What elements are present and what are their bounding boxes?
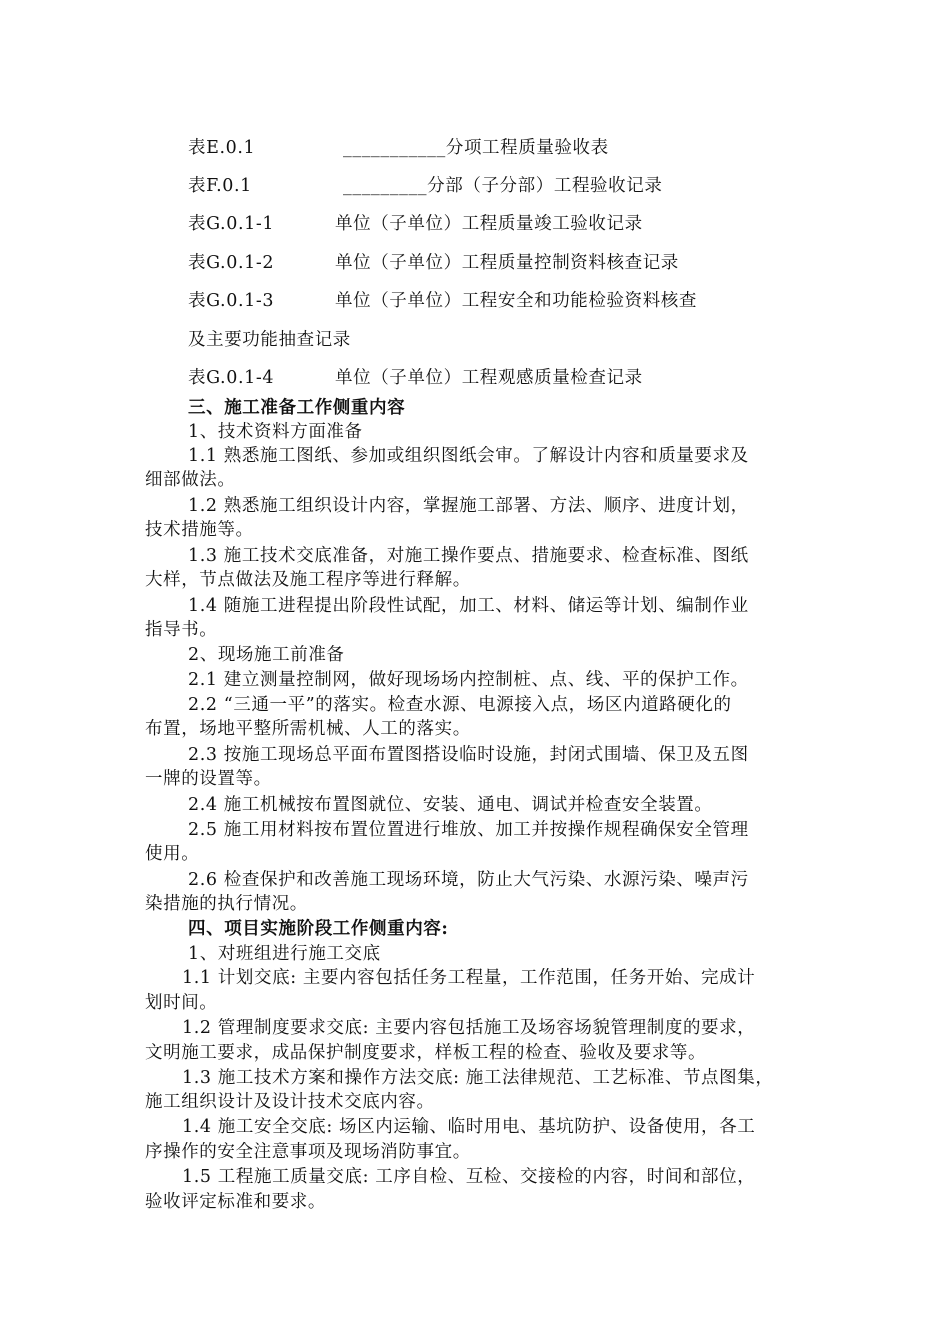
table-ref-code: 表G.0.1-1 xyxy=(188,214,275,234)
paragraph-line: 1.1 计划交底: 主要内容包括任务工程量，工作范围，任务开始、完成计 xyxy=(182,968,756,988)
paragraph-line: 一牌的设置等。 xyxy=(145,769,272,789)
table-ref-code: 表G.0.1-3 xyxy=(188,291,275,311)
paragraph-line: 验收评定标准和要求。 xyxy=(145,1192,326,1212)
paragraph-line: 1.3 施工技术交底准备，对施工操作要点、措施要求、检查标准、图纸 xyxy=(188,546,749,566)
section3-subheading-1: 1、技术资料方面准备 xyxy=(188,422,363,442)
table-ref-title: 单位（子单位）工程观感质量检查记录 xyxy=(335,368,643,388)
paragraph-line: 1.4 施工安全交底: 场区内运输、临时用电、基坑防护、设备使用，各工 xyxy=(182,1117,756,1137)
paragraph-line: 1.3 施工技术方案和操作方法交底: 施工法律规范、工艺标准、节点图集， xyxy=(182,1068,774,1088)
paragraph-line: 施工组织设计及设计技术交底内容。 xyxy=(145,1092,435,1112)
table-ref-code: 表G.0.1-4 xyxy=(188,368,275,388)
paragraph-line: 2.1 建立测量控制网，做好现场场内控制桩、点、线、平的保护工作。 xyxy=(188,670,749,690)
section4-subheading-1: 1、对班组进行施工交底 xyxy=(188,944,381,964)
table-ref-code: 表G.0.1-2 xyxy=(188,253,275,273)
table-ref-title: 单位（子单位）工程质量竣工验收记录 xyxy=(335,214,643,234)
table-ref-row xyxy=(188,366,828,390)
paragraph-line: 序操作的安全注意事项及现场消防事宜。 xyxy=(145,1142,471,1162)
paragraph-line: 1.1 熟悉施工图纸、参加或组织图纸会审。了解设计内容和质量要求及 xyxy=(188,446,749,466)
paragraph-line: 1.5 工程施工质量交底: 工序自检、互检、交接检的内容，时间和部位， xyxy=(182,1167,756,1187)
table-ref-row xyxy=(188,251,828,275)
paragraph-line: 2.4 施工机械按布置图就位、安装、通电、调试并检查安全装置。 xyxy=(188,795,713,815)
paragraph-line: 文明施工要求，成品保护制度要求，样板工程的检查、验收及要求等。 xyxy=(145,1043,707,1063)
paragraph-line: 1.2 管理制度要求交底: 主要内容包括施工及场容场貌管理制度的要求， xyxy=(182,1018,756,1038)
table-ref-title: 单位（子单位）工程安全和功能检验资料核查 xyxy=(335,291,697,311)
paragraph-line: 2.3 按施工现场总平面布置图搭设临时设施，封闭式围墙、保卫及五图 xyxy=(188,745,749,765)
table-ref-row xyxy=(188,212,828,236)
table-ref-title: ___________分项工程质量验收表 xyxy=(343,138,609,158)
paragraph-line: 1.2 熟悉施工组织设计内容，掌握施工部署、方法、顺序、进度计划， xyxy=(188,496,749,516)
paragraph-line: 使用。 xyxy=(145,844,200,864)
table-ref-code: 表F.0.1 xyxy=(188,176,252,196)
paragraph-line: 指导书。 xyxy=(145,620,218,640)
paragraph-line: 1.4 随施工进程提出阶段性试配，加工、材料、储运等计划、编制作业 xyxy=(188,596,749,616)
paragraph-line: 技术措施等。 xyxy=(145,520,254,540)
table-ref-row xyxy=(188,136,828,160)
paragraph-line: 大样，节点做法及施工程序等进行释解。 xyxy=(145,570,471,590)
table-ref-row xyxy=(188,174,828,198)
section4-heading: 四、项目实施阶段工作侧重内容: xyxy=(188,919,449,939)
paragraph-line: 染措施的执行情况。 xyxy=(145,894,308,914)
paragraph-line: 划时间。 xyxy=(145,993,218,1013)
table-ref-title: _________分部（子分部）工程验收记录 xyxy=(343,176,663,196)
section3-subheading-2: 2、现场施工前准备 xyxy=(188,645,345,665)
table-ref-code: 表E.0.1 xyxy=(188,138,256,158)
paragraph-line: 布置，场地平整所需机械、人工的落实。 xyxy=(145,719,471,739)
table-ref-continuation: 及主要功能抽查记录 xyxy=(188,330,351,350)
paragraph-line: 2.5 施工用材料按布置位置进行堆放、加工并按操作规程确保安全管理 xyxy=(188,820,749,840)
table-ref-row xyxy=(188,289,828,313)
paragraph-line: 2.2 “三通一平”的落实。检查水源、电源接入点，场区内道路硬化的 xyxy=(188,695,732,715)
table-ref-title: 单位（子单位）工程质量控制资料核查记录 xyxy=(335,253,679,273)
paragraph-line: 2.6 检查保护和改善施工现场环境，防止大气污染、水源污染、噪声污 xyxy=(188,870,749,890)
paragraph-line: 细部做法。 xyxy=(145,470,236,490)
section3-heading: 三、施工准备工作侧重内容 xyxy=(188,398,406,418)
